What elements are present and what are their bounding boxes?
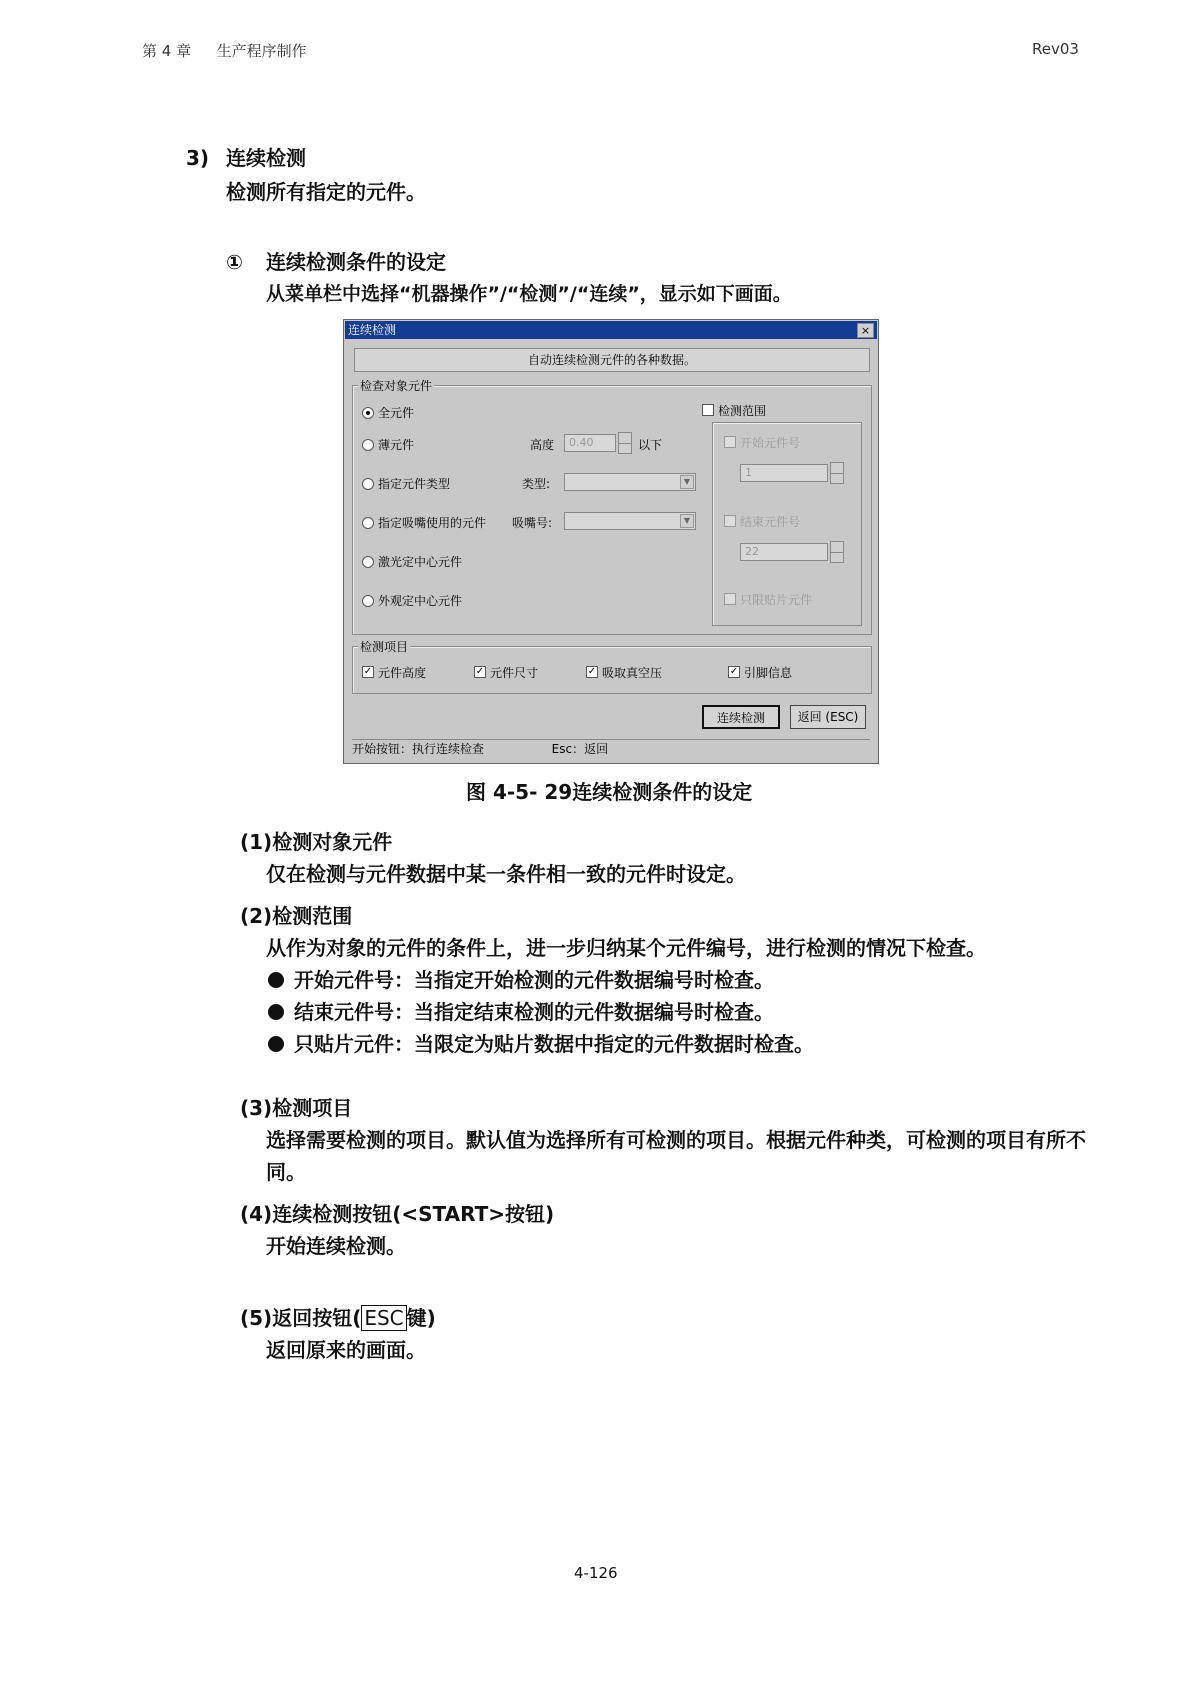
mount-only-label: 只限贴片元件	[740, 593, 813, 607]
bullet-item: 只贴片元件：当限定为贴片数据中指定的元件数据时检查。	[268, 1032, 814, 1056]
end-number-spinner[interactable]	[830, 541, 844, 563]
range-checkbox[interactable]	[702, 404, 714, 416]
page-number: 4-126	[574, 1564, 618, 1582]
status-bar	[352, 739, 870, 758]
back-button[interactable]: 返回 (ESC)	[790, 705, 866, 729]
item-heading-5: (5)返回按钮( ESC 键)	[240, 1306, 436, 1330]
item-body-1: 仅在检测与元件数据中某一条件相一致的元件时设定。	[266, 862, 746, 886]
item-label: 吸取真空压	[602, 666, 663, 680]
radio-label: 指定吸嘴使用的元件	[378, 516, 487, 530]
item-label: 元件尺寸	[490, 666, 539, 680]
item-height-checkbox[interactable]: ✓	[363, 666, 373, 677]
section-number: 3)	[186, 146, 210, 170]
status-start-hint: 开始按钮：执行连续检查	[352, 742, 485, 756]
nozzle-label: 吸嘴号:	[512, 516, 553, 530]
chapter-title: 生产程序制作	[216, 42, 307, 60]
radio-laser-components[interactable]	[362, 556, 374, 568]
section-title: 连续检测	[226, 146, 306, 170]
status-esc-hint: Esc：返回	[551, 742, 609, 756]
continuous-inspection-dialog	[343, 319, 879, 764]
subsection-number: ①	[226, 250, 243, 274]
radio-nozzle-components[interactable]	[362, 517, 374, 529]
height-input[interactable]: 0.40	[564, 434, 616, 452]
radio-label: 激光定中心元件	[378, 555, 463, 569]
type-label: 类型:	[522, 477, 551, 491]
dialog-banner: 自动连续检测元件的各种数据。	[354, 348, 870, 372]
bullet-item: 结束元件号：当指定结束检测的元件数据编号时检查。	[268, 1000, 774, 1024]
item-body-5: 返回原来的画面。	[266, 1338, 426, 1362]
range-label: 检测范围	[718, 404, 767, 418]
radio-component-type[interactable]	[362, 478, 374, 490]
item-vacuum-checkbox[interactable]: ✓	[587, 666, 597, 677]
close-icon[interactable]: ×	[857, 323, 874, 338]
item-label: 元件高度	[378, 666, 427, 680]
chevron-down-icon: ▼	[680, 514, 694, 528]
mount-only-checkbox[interactable]	[724, 593, 736, 605]
figure-caption: 图 4-5- 29连续检测条件的设定	[466, 780, 753, 804]
dialog-title: 连续检测	[348, 323, 397, 337]
item-body-2: 从作为对象的元件的条件上，进一步归纳某个元件编号，进行检测的情况下检查。	[266, 936, 986, 960]
item-heading-3: (3)检测项目	[240, 1096, 353, 1120]
item-body-4: 开始连续检测。	[266, 1234, 406, 1258]
end-number-label: 结束元件号	[740, 515, 801, 529]
start-number-label: 开始元件号	[740, 436, 801, 450]
revision: Rev03	[1032, 40, 1079, 58]
item-label: 引脚信息	[744, 666, 793, 680]
height-spinner[interactable]	[618, 432, 632, 454]
start-inspection-button[interactable]: 连续检测	[702, 705, 780, 729]
end-number-checkbox[interactable]	[724, 515, 736, 527]
dialog-titlebar	[345, 321, 877, 339]
chapter-number: 第 4 章	[142, 42, 192, 60]
start-number-input[interactable]: 1	[740, 464, 828, 482]
radio-all-components[interactable]	[362, 407, 374, 419]
target-group-label: 检查对象元件	[360, 379, 433, 393]
items-group-label: 检测项目	[360, 640, 409, 654]
bullet-icon	[268, 1036, 284, 1052]
item-body-3: 选择需要检测的项目。默认值为选择所有可检测的项目。根据元件种类，可检测的项目有所不同。	[266, 1128, 1086, 1184]
radio-label: 全元件	[378, 406, 415, 420]
type-dropdown[interactable]	[564, 473, 696, 491]
subsection-desc: 从菜单栏中选择“机器操作”/“检测”/“连续”，显示如下画面。	[266, 283, 792, 305]
item-size-checkbox[interactable]: ✓	[475, 666, 485, 677]
start-number-checkbox[interactable]	[724, 436, 736, 448]
height-suffix: 以下	[638, 438, 663, 452]
end-number-input[interactable]: 22	[740, 543, 828, 561]
height-label: 高度	[530, 438, 555, 452]
bullet-icon	[268, 1004, 284, 1020]
radio-thin-components[interactable]	[362, 439, 374, 451]
nozzle-dropdown[interactable]	[564, 512, 696, 530]
subsection-title: 连续检测条件的设定	[266, 250, 446, 274]
radio-label: 指定元件类型	[378, 477, 451, 491]
radio-vision-components[interactable]	[362, 595, 374, 607]
item-lead-checkbox[interactable]: ✓	[729, 666, 739, 677]
item-heading-1: (1)检测对象元件	[240, 830, 393, 854]
radio-label: 薄元件	[378, 438, 415, 452]
start-number-spinner[interactable]	[830, 462, 844, 484]
bullet-item: 开始元件号：当指定开始检测的元件数据编号时检查。	[268, 968, 774, 992]
esc-key: ESC	[361, 1305, 406, 1331]
item-heading-4: (4)连续检测按钮(<START>按钮)	[240, 1202, 555, 1226]
bullet-icon	[268, 972, 284, 988]
radio-label: 外观定中心元件	[378, 594, 463, 608]
chevron-down-icon: ▼	[680, 475, 694, 489]
page-header-chapter	[142, 40, 307, 61]
item-heading-2: (2)检测范围	[240, 904, 353, 928]
section-desc: 检测所有指定的元件。	[226, 180, 426, 204]
